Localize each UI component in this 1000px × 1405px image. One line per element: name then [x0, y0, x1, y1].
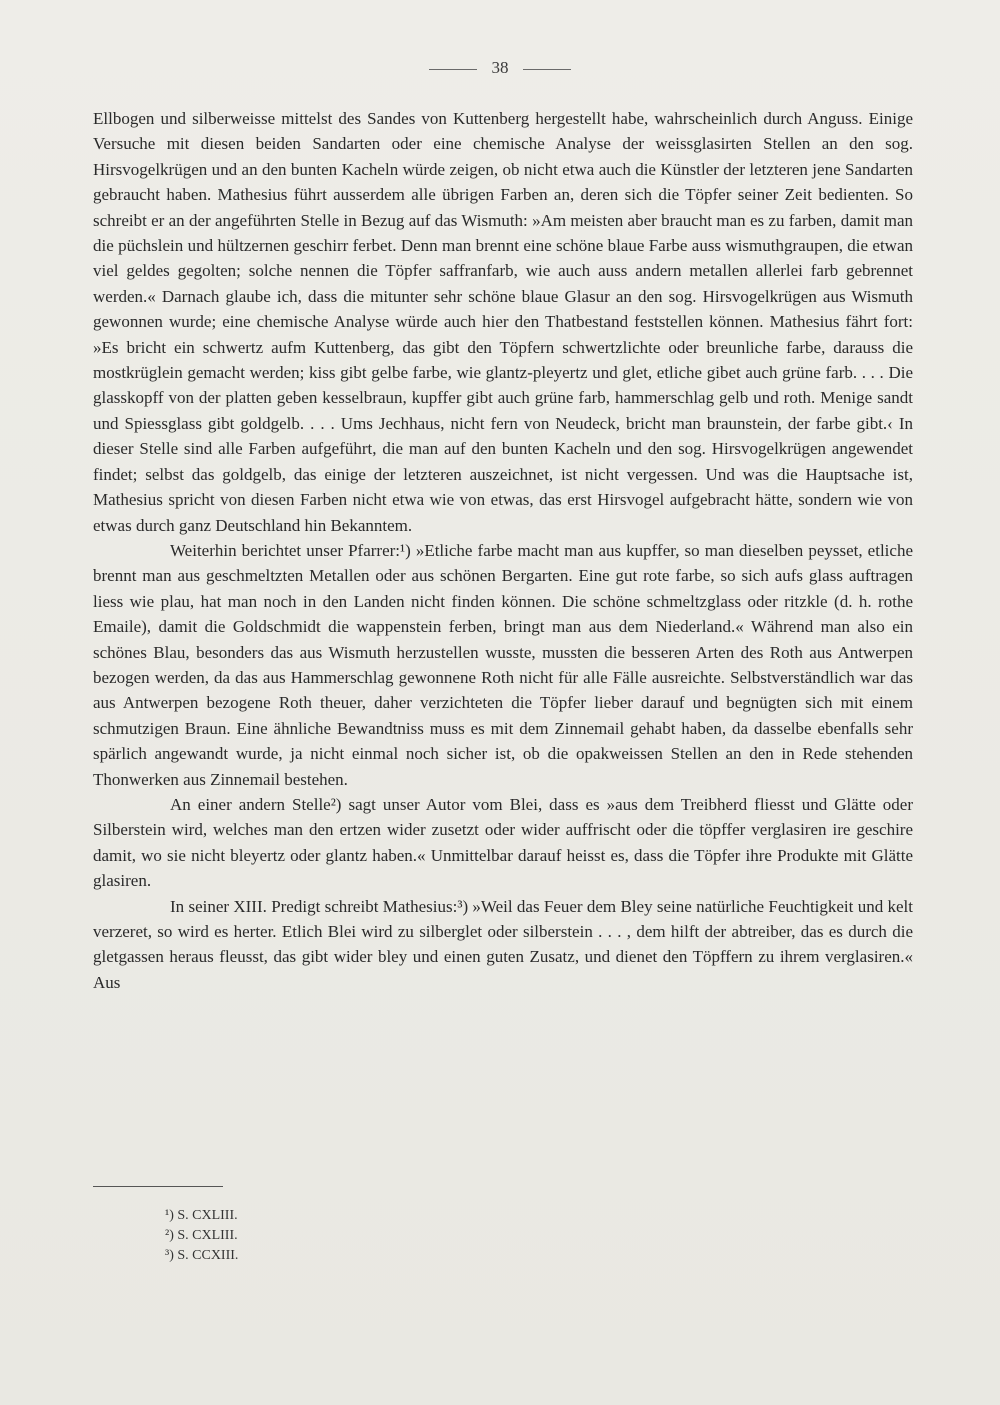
- main-text: [93, 106, 913, 995]
- footnote-3: ³) S. CCXIII.: [165, 1248, 239, 1263]
- header-rule-left: [429, 69, 477, 70]
- header-rule-right: [523, 69, 571, 70]
- footnote-2: ²) S. CXLIII.: [165, 1228, 238, 1243]
- footnote-separator: [93, 1186, 223, 1187]
- page-number: 38: [491, 58, 509, 77]
- paragraph-2: Weiterhin berichtet unser Pfarrer:¹) »Etliche farbe macht man aus kupffer, so man dieselben peysset, etliche brennt man aus geschmeltzten Metallen oder aus schönen Bergarten. Eine gut rote farbe, so sich aufs glass auftragen liess wie plau, hat man noch in den Landen nicht finden können. Die schöne schmeltzglass oder ritzkle (d. h. rothe Emaile), damit die Goldschmidt die wappenstein ferben, bringt man aus dem Niederland.« Während man also ein schönes Blau, besonders das aus Wismuth herzustellen wusste, mussten die besseren Arten des Roth aus Antwerpen bezogen werden, da das aus Hammerschlag gewonnene Roth nicht für alle Fälle ausreichte. Selbstverständlich war das aus Antwerpen bezogene Roth theuer, daher verzichteten die Töpfer lieber darauf und begnügten sich mit einem schmutzigen Braun. Eine ähnliche Bewandtniss muss es mit dem Zinnemail gehabt haben, da dasselbe ebenfalls sehr spärlich angewandt wurde, ja nicht einmal noch sicher ist, ob die opakweissen Stellen an den in Rede stehenden Thonwerken aus Zinnemail bestehen.: [93, 540, 913, 789]
- paragraph-3: An einer andern Stelle²) sagt unser Autor vom Blei, dass es »aus dem Treibherd fliesst und Glätte oder Silberstein wird, welches man den ertzen wider zusetzt oder wider auffrischt oder die töpffer verglasiren ire geschire damit, wo sie nicht bleyertz oder glantz haben.« Unmittelbar darauf heisst es, dass die Töpfer ihre Produkte mit Glätte glasiren.: [93, 794, 913, 891]
- footnotes: [165, 1206, 238, 1266]
- footnote-1: ¹) S. CXLIII.: [165, 1208, 238, 1223]
- page-header: [0, 58, 1000, 78]
- paragraph-1: Ellbogen und silberweisse mittelst des Sandes von Kuttenberg hergestellt habe, wahrscheinlich durch Anguss. Einige Versuche mit diesen beiden Sandarten oder eine chemische Analyse der weissglasirten Stellen an den sog. Hirsvogelkrügen und an den bunten Kacheln würde zeigen, ob nicht etwa auch die Künstler der letzteren jene Sandarten gebraucht haben. Mathesius führt ausserdem alle übrigen Farben an, deren sich die Töpfer seiner Zeit bedienten. So schreibt er an der angeführten Stelle in Bezug auf das Wismuth: »Am meisten aber braucht man es zu farben, damit man die püchslein und hültzernen geschirr ferbet. Denn man brennt eine schöne blaue Farbe auss wismuthgraupen, die etwan viel geldes gegolten; solche nennen die Töpfer saffranfarb, wie auch auss andern metallen allerlei farb gebrennet werden.« Darnach glaube ich, dass die mitunter sehr schöne blaue Glasur an den sog. Hirsvogelkrügen aus Wismuth gewonnen wurde; eine chemische Analyse würde auch hier den Thatbestand feststellen können. Mathesius fährt fort: »Es bricht ein schwertz aufm Kuttenberg, das gibt den Töpfern schwertzlichte oder breunliche farbe, darauss die mostkrüglein gemacht werden; kiss gibt gelbe farbe, wie glantz-pleyertz und glet, etliche gibet auch grüne farb. . . . Die glasskopff von der platten geben kesselbraun, kupffer gibt auch grüne farb, hammerschlag gelb und roth. Menige sandt und Spiessglass gibt goldgelb. . . . Ums Jechhaus, nicht fern von Neudeck, bricht man braunstein, der farbe gibt.‹ In dieser Stelle sind alle Farben aufgeführt, die man auf den bunten Kacheln und den sog. Hirsvogelkrügen angewendet findet; selbst das goldgelb, das einige der letzteren auszeichnet, ist nicht vergessen. Und was die Hauptsache ist, Mathesius spricht von diesen Farben nicht etwa wie von etwas, das erst Hirsvogel aufgebracht hätte, sondern wie von etwas durch ganz Deutschland hin Bekanntem.: [93, 109, 913, 535]
- paragraph-4: In seiner XIII. Predigt schreibt Mathesius:³) »Weil das Feuer dem Bley seine natürliche Feuchtigkeit und kelt verzeret, so wird es herter. Etlich Blei wird zu silberglet oder silberstein . . . , dem hilft der abtreiber, das es durch die gletgassen heraus fleusst, das gibt wider bley und einen guten Zusatz, und dienet den Töpffern zu ihrem verglasiren.« Aus: [93, 896, 913, 992]
